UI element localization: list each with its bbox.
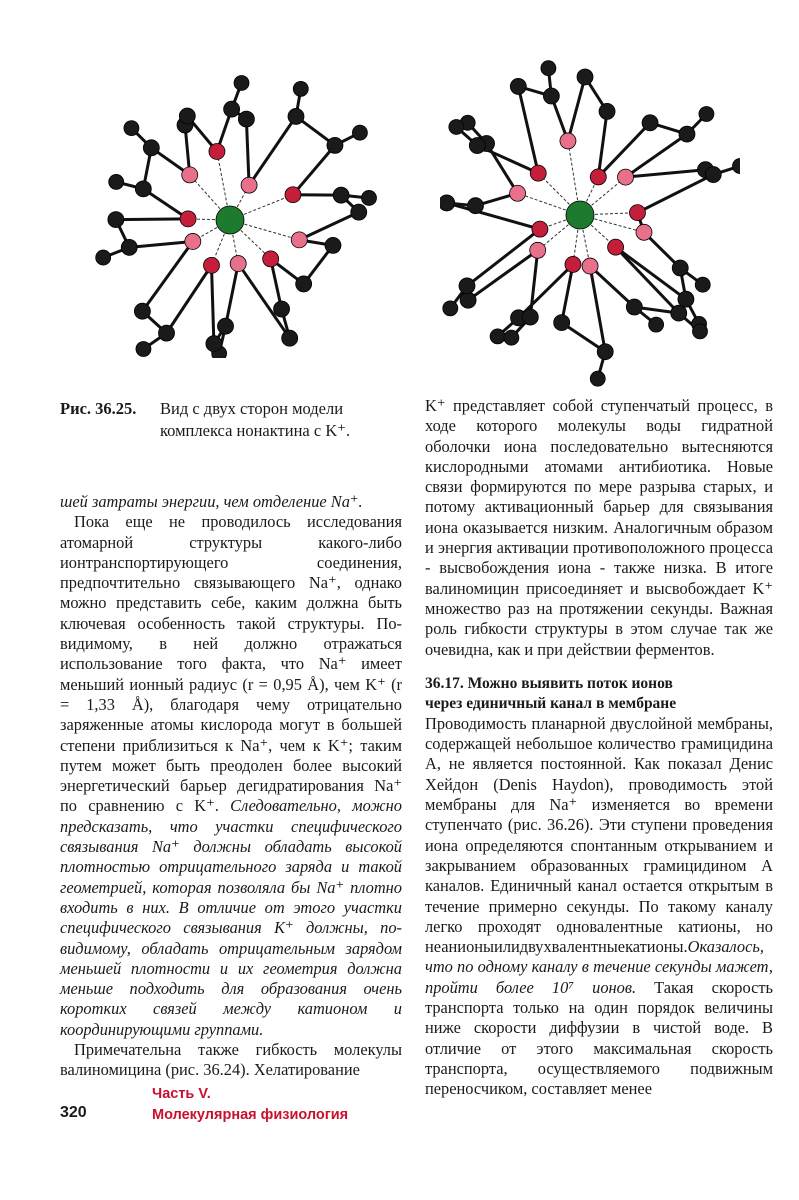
carbon-atom [671, 305, 687, 321]
paragraph-text: Такая скорость транспорта только на один порядок величины ниже скорости диффузии в чистой воде. В отличие от этого максимальная скорость транспорта, осуществляемого подвижным переносчиком, составляет менее [425, 977, 773, 1099]
oxygen-atom [532, 221, 548, 237]
carbon-atom [679, 126, 695, 142]
carbon-atom [705, 167, 721, 183]
bond [293, 145, 335, 194]
carbon-atom [361, 190, 376, 205]
carbon-atom [333, 187, 349, 203]
carbon-atom [179, 108, 195, 124]
oxygen-atom [530, 165, 546, 181]
carbon-atom [96, 250, 111, 265]
carbon-atom [325, 237, 341, 253]
bond [299, 212, 358, 240]
left-text-column [60, 492, 402, 1081]
carbon-atom [642, 115, 658, 131]
paragraph-continuation: K⁺ представляет собой ступенчатый процесс, в ходе которого молекулы воды гидратной оболочки иона последовательно вытесняются кислородными атомами антибиотика. Новые связи формируются по мере разрыва старых, и потому активационный барьер для связывания иона оказывается низким. Аналогичным образом и энергия активации противоположного процесса - высвобождения иона - также низка. В итоге валиномицин присоединяет и высвобождает K⁺ множество раз на протяжении секунды. Важная роль гибкости структуры в этом случае так же очевидна, как и при действии ферментов. [425, 396, 773, 659]
paragraph-text: Пока еще не проводилось исследования атомарной структуры какого-либо ионтранспортирующего соединения, предпочтительно связывающего Na⁺, однако можно представить себе, каким должна быть ключевая особенность такой структуры. По-видимому, в ней должно отражаться использование того факта, что Na⁺ имеет меньший ионный радиус (r = 0,95 Å), чем K⁺ (r = 1,33 Å), благодаря чему отрицательно заряженные атомы кислорода могут в большей степени приблизиться к Na⁺, чем к K⁺; таким путем может быть преодолен более высокий энергетический барьер дегидратирования Na⁺ по сравнению с K⁺. [60, 512, 402, 816]
carbon-atom [597, 344, 613, 360]
bond [116, 219, 188, 220]
bond [226, 264, 239, 327]
oxygen-atom [230, 256, 246, 272]
oxygen-atom [608, 239, 624, 255]
bond [530, 250, 537, 317]
figure-caption-text: Вид с двух сторон модели комплекса нонактина с K⁺. [160, 399, 351, 440]
carbon-atom [678, 291, 694, 307]
carbon-atom [599, 103, 615, 119]
section-heading-line-2: через единичный канал в мембране [425, 694, 677, 712]
carbon-atom [577, 69, 593, 85]
figure-label: Рис. 36.25. [60, 399, 137, 418]
carbon-atom [672, 260, 688, 276]
oxygen-atom [618, 169, 634, 185]
carbon-atom [352, 125, 367, 140]
oxygen-atom [590, 169, 606, 185]
carbon-atom [159, 325, 175, 341]
carbon-atom [590, 371, 605, 386]
emphasized-text: Оказалось, что по одному каналу в течение секунды мажет, пройти более 10⁷ ионов. [425, 937, 773, 997]
carbon-atom [234, 75, 249, 90]
carbon-atom [135, 181, 151, 197]
bond [246, 119, 249, 185]
carbon-atom [443, 301, 458, 316]
carbon-atom [554, 315, 570, 331]
oxygen-atom [510, 185, 526, 201]
oxygen-atom [291, 232, 307, 248]
carbon-atom [274, 301, 290, 317]
bond [447, 203, 540, 229]
oxygen-atom [263, 251, 279, 267]
atoms [96, 75, 377, 358]
paragraph-continuation: шей затраты энергии, чем отделение Na⁺. [60, 492, 363, 511]
paragraph [60, 512, 402, 1040]
paragraph: Примечательна также гибкость молекулы валиномицина (рис. 36.24). Хелатирование [60, 1040, 402, 1080]
carbon-atom [136, 341, 151, 356]
carbon-atom [468, 198, 484, 214]
section-heading-line-1: 36.17. Можно выявить поток ионов [425, 674, 673, 692]
oxygen-atom [565, 256, 581, 272]
oxygen-atom [180, 211, 196, 227]
bond [568, 77, 585, 141]
emphasized-text: Следовательно, можно предсказать, что участки специфического связывания Na⁺ должны обладать высокой плотностью отрицательного заряда и такой геометрией, которая позволяла бы Na⁺ плотно входить в них. В отличие от этого участки специфического связывания K⁺ должны, по-видимому, обладать отрицательным зарядом меньшей плотности и их геометрия должна меньше подходить для образования очень коротких связей между катионом и координирующими группами. [60, 796, 402, 1039]
oxygen-atom [203, 257, 219, 273]
part-number: Часть V. [152, 1086, 211, 1102]
bond [211, 265, 213, 343]
carbon-atom [469, 138, 485, 154]
part-title [152, 1084, 348, 1126]
carbon-atom [490, 329, 505, 344]
nonactin-model-right-view [440, 40, 740, 390]
carbon-atom [134, 303, 150, 319]
oxygen-atom [285, 187, 301, 203]
atoms [440, 61, 740, 387]
bond [637, 175, 713, 213]
oxygen-atom [182, 167, 198, 183]
carbon-atom [327, 137, 343, 153]
carbon-atom [124, 121, 139, 136]
bond [167, 265, 212, 333]
bond [518, 86, 538, 173]
carbon-atom [238, 111, 254, 127]
coordination-bonds [188, 151, 299, 265]
carbon-atom [541, 61, 556, 76]
carbon-atom [351, 204, 367, 220]
carbon-atom [206, 336, 222, 352]
section-heading [425, 674, 773, 714]
carbon-atom [460, 292, 476, 308]
oxygen-atom [560, 133, 576, 149]
page-number: 320 [60, 1104, 87, 1121]
bond [249, 116, 296, 185]
carbon-atom [522, 309, 538, 325]
carbon-atom [143, 140, 159, 156]
right-text-column [425, 396, 773, 1100]
carbon-atom [459, 278, 475, 294]
carbon-atom [296, 276, 312, 292]
carbon-atom [218, 318, 234, 334]
carbon-atom [449, 119, 464, 134]
carbon-atom [288, 108, 304, 124]
carbon-atom [649, 317, 664, 332]
oxygen-atom [241, 177, 257, 193]
nonactin-model-left-view [88, 58, 388, 358]
paragraph [425, 714, 773, 1100]
oxygen-atom [185, 233, 201, 249]
carbon-atom [699, 106, 714, 121]
potassium-ion [216, 206, 244, 234]
oxygen-atom [209, 143, 225, 159]
carbon-atom [692, 324, 707, 339]
oxygen-atom [636, 224, 652, 240]
paragraph-text: Проводимость планарной двуслойной мембраны, содержащей небольшое количество грамицидина А, не является постоянной. Как показал Денис Хейдон (Denis Haydon), проводимость этой мембраны для Na⁺ изменяется во времени ступенчато (рис. 36.26). Эти ступени проведения иона определяются спонтанным открыванием и закрыванием образованных грамицидином А каналов. Единичный канал остается открытым в течение примерно секунды. По такому каналу легко проходят одновалентные катионы, но неанионыилидвухвалентныекатионы. [425, 713, 773, 957]
part-name: Молекулярная физиология [152, 1107, 349, 1123]
carbon-atom [282, 330, 298, 346]
bond [142, 241, 192, 311]
carbon-atom [732, 159, 740, 174]
carbon-atom [109, 174, 124, 189]
oxygen-atom [582, 258, 598, 274]
oxygen-atom [629, 205, 645, 221]
oxygen-atom [530, 242, 546, 258]
carbon-atom [510, 78, 526, 94]
bond [129, 241, 193, 247]
carbon-atom [626, 299, 642, 315]
carbon-atom [121, 239, 137, 255]
potassium-ion [566, 201, 594, 229]
carbon-atom [224, 101, 240, 117]
carbon-atom [504, 330, 519, 345]
carbon-atom [440, 195, 455, 211]
carbon-atom [543, 88, 559, 104]
carbon-atom [108, 212, 124, 228]
carbon-atom [695, 277, 710, 292]
carbon-atom [293, 81, 308, 96]
bond [626, 170, 706, 177]
